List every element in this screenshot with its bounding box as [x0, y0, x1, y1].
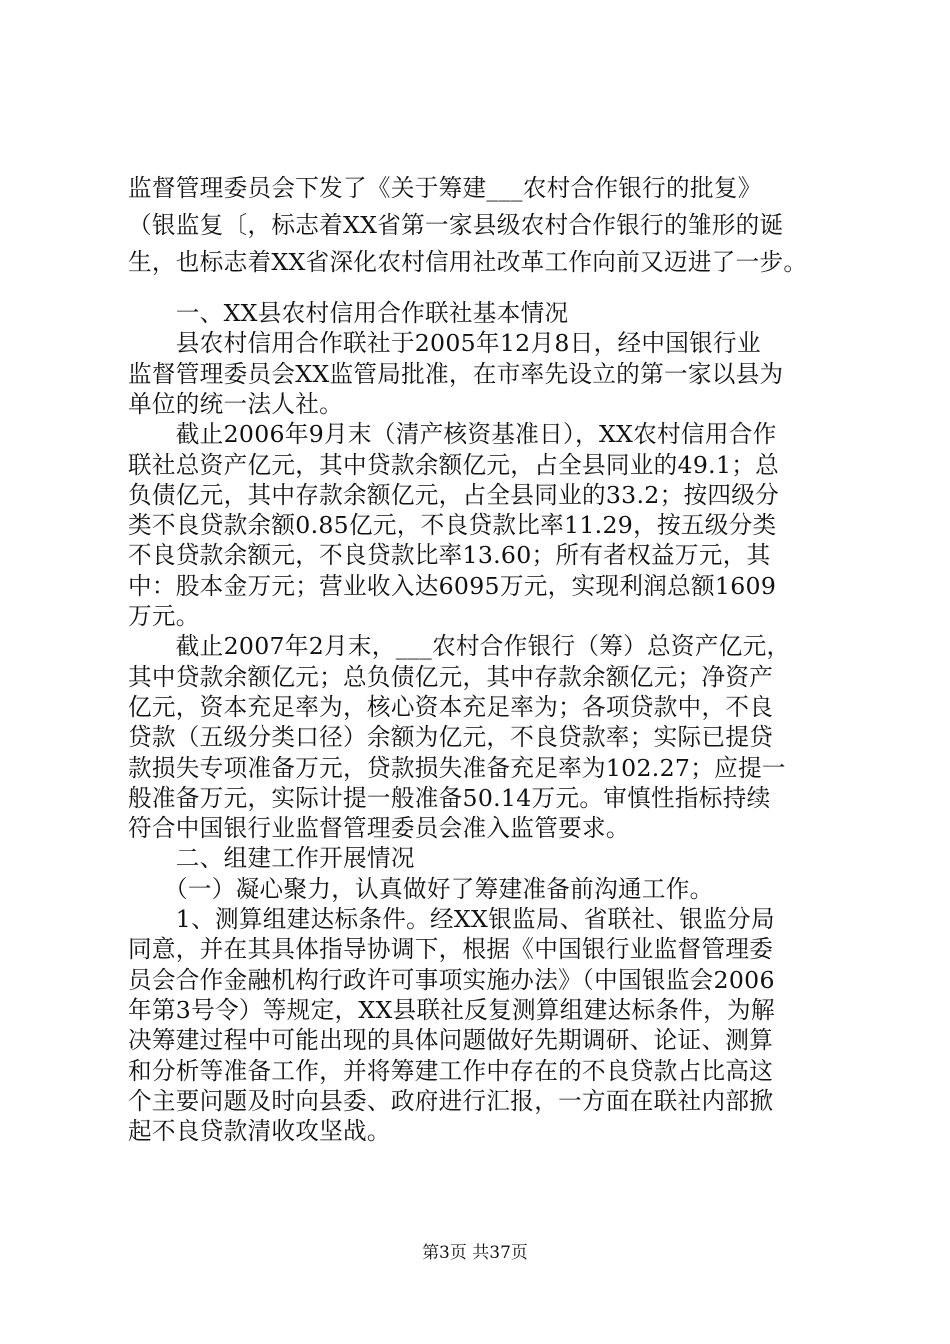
paragraph-line: 款损失专项准备万元，贷款损失准备充足率为102.27；应提一 [128, 753, 786, 782]
paragraph-line: 监督管理委员会XX监管局批准，在市率先设立的第一家以县为 [128, 359, 784, 388]
paragraph-line: 生，也标志着XX省深化农村信用社改革工作向前又迈进了一步。 [128, 248, 808, 276]
paragraph-line: 类不良贷款余额0.85亿元，不良贷款比率11.29，按五级分类 [128, 511, 777, 540]
paragraph-line: 其中贷款余额亿元；总负债亿元，其中存款余额亿元；净资产 [128, 662, 774, 691]
paragraph-line: 般准备万元，实际计提一般准备50.14万元。审慎性指标持续 [128, 783, 771, 812]
paragraph-line: 亿元，资本充足率为，核心资本充足率为；各项贷款中，不良 [128, 692, 774, 721]
page-number-footer: 第3页 共37页 [422, 1243, 528, 1263]
paragraph-line: 单位的统一法人社。 [128, 389, 344, 418]
paragraph-line: 截止2007年2月末，___农村合作银行（筹）总资产亿元， [128, 632, 791, 661]
section-heading: 一、XX县农村信用合作联社基本情况 [128, 299, 569, 327]
paragraph-line: 不良贷款余额元，不良贷款比率13.60；所有者权益万元，其 [128, 541, 771, 570]
paragraph-line: 年第3号令）等规定，XX县联社反复测算组建达标条件，为解 [128, 995, 775, 1024]
paragraph-line: 联社总资产亿元，其中贷款余额亿元，占全县同业的49.1；总 [128, 450, 780, 479]
subsection-heading: （一）凝心聚力，认真做好了筹建准备前沟通工作。 [128, 874, 714, 903]
paragraph-line: 截止2006年9月末（清产核资基准日），XX农村信用合作 [128, 420, 777, 449]
paragraph-line: 和分析等准备工作，并将筹建工作中存在的不良贷款占比高这 [128, 1056, 774, 1085]
paragraph-line: 起不良贷款清收攻坚战。 [128, 1117, 391, 1146]
paragraph-line: 决筹建过程中可能出现的具体问题做好先期调研、论证、测算 [128, 1026, 774, 1055]
paragraph-line: 1、测算组建达标条件。经XX银监局、省联社、银监分局 [128, 905, 775, 933]
paragraph-line: 员会合作金融机构行政许可事项实施办法》（中国银监会2006 [128, 965, 775, 994]
paragraph-line: 县农村信用合作联社于2005年12月8日，经中国银行业 [128, 329, 761, 358]
paragraph-line: （银监复〔，标志着XX省第一家县级农村合作银行的雏形的诞 [128, 211, 784, 239]
paragraph-line: 同意，并在其具体指导协调下，根据《中国银行业监督管理委 [128, 935, 774, 964]
paragraph-line: 负债亿元，其中存款余额亿元，占全县同业的33.2；按四级分 [128, 480, 780, 509]
paragraph-line: 贷款（五级分类口径）余额为亿元，不良贷款率；实际已提贷 [128, 723, 774, 752]
paragraph-line: 中：股本金万元；营业收入达6095万元，实现利润总额1609 [128, 571, 777, 600]
paragraph-line: 监督管理委员会下发了《关于筹建___农村合作银行的批复》 [128, 174, 762, 202]
paragraph-line: 万元。 [128, 602, 200, 630]
paragraph-line: 符合中国银行业监督管理委员会准入监管要求。 [128, 814, 630, 843]
paragraph-line: 个主要问题及时向县委、政府进行汇报，一方面在联社内部掀 [128, 1086, 774, 1115]
section-heading: 二、组建工作开展情况 [128, 844, 415, 873]
